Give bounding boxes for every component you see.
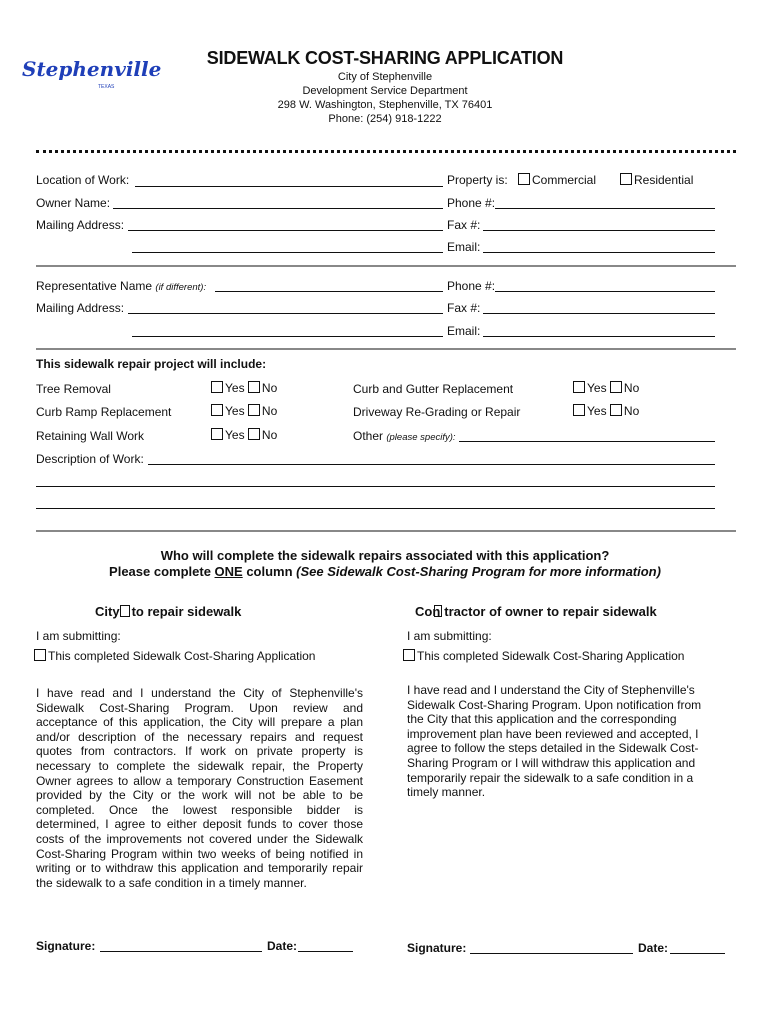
description-label: Description of Work: bbox=[36, 452, 144, 466]
description-field[interactable] bbox=[148, 464, 715, 465]
owner-mailing-label: Mailing Address: bbox=[36, 218, 125, 232]
department-name: Development Service Department bbox=[302, 85, 468, 97]
item-driveway: Driveway Re-Grading or Repair bbox=[353, 405, 521, 419]
checkbox-icon[interactable] bbox=[610, 404, 622, 416]
rep-email-field[interactable] bbox=[483, 336, 715, 337]
commercial-option[interactable]: Commercial bbox=[518, 173, 596, 187]
svg-text:TEXAS: TEXAS bbox=[98, 84, 115, 90]
other-label: Other (please specify): bbox=[353, 429, 456, 443]
section-divider bbox=[36, 530, 736, 532]
owner-phone-field[interactable] bbox=[495, 208, 715, 209]
svg-text:Stephenville: Stephenville bbox=[22, 57, 162, 81]
item-retaining-wall: Retaining Wall Work bbox=[36, 429, 145, 443]
description-field-3[interactable] bbox=[36, 508, 715, 509]
city-agreement-text: I have read and I understand the City of Stephenville's Sidewalk Cost-Sharing Program. Upon review and acceptance of this application, the City will prepare a plan and/or description of the necessary repairs and request quotes from contractors. If work on private property is necessary to complete the sidewalk repair, the Property Owner agrees to allow a temporary Construction Easement provided by the City or the work will not be able to be completed. Once the lowest responsible bidder is determined, I agree to either deposit funds to cover those costs of the improvements not covered under the Sidewalk Cost-Sharing Program within two weeks of being notified in writing or to withdraw this application and temporarily repair the sidewalk to a safe condition in a timely manner. bbox=[36, 686, 363, 890]
rep-phone-label: Phone #: bbox=[447, 279, 496, 293]
retaining-wall-options[interactable]: Yes No bbox=[211, 428, 277, 442]
contractor-date-label: Date: bbox=[638, 941, 669, 955]
owner-phone-label: Phone #: bbox=[447, 196, 496, 210]
city-signature-label: Signature: bbox=[36, 939, 96, 953]
description-field-2[interactable] bbox=[36, 486, 715, 487]
property-label: Property is: bbox=[447, 173, 508, 187]
checkbox-icon[interactable] bbox=[34, 649, 46, 661]
checkbox-icon[interactable] bbox=[620, 173, 632, 185]
rep-fax-label: Fax #: bbox=[447, 301, 481, 315]
location-label: Location of Work: bbox=[36, 173, 130, 187]
who-instruction: Please complete ONE column (See Sidewalk Cost-Sharing Program for more information) bbox=[109, 564, 661, 579]
rep-email-label: Email: bbox=[447, 324, 481, 338]
checkbox-icon[interactable] bbox=[573, 404, 585, 416]
city-name: City of Stephenville bbox=[337, 71, 433, 83]
owner-name-label: Owner Name: bbox=[36, 196, 111, 210]
owner-name-field[interactable] bbox=[113, 208, 443, 209]
section-divider bbox=[36, 265, 736, 267]
rep-phone-field[interactable] bbox=[495, 291, 715, 292]
city-column-heading: City to repair sidewalk bbox=[95, 604, 242, 619]
contractor-date-field[interactable] bbox=[670, 953, 725, 954]
header-divider bbox=[36, 150, 736, 153]
item-curb-ramp: Curb Ramp Replacement bbox=[36, 405, 172, 419]
checkbox-icon[interactable] bbox=[573, 381, 585, 393]
owner-fax-field[interactable] bbox=[483, 230, 715, 231]
contractor-application-check[interactable]: This completed Sidewalk Cost-Sharing Application bbox=[403, 649, 684, 663]
city-signature-field[interactable] bbox=[100, 951, 262, 952]
tree-removal-options[interactable]: Yes No bbox=[211, 381, 277, 395]
item-tree-removal: Tree Removal bbox=[36, 382, 111, 396]
owner-email-field[interactable] bbox=[483, 252, 715, 253]
checkbox-icon[interactable] bbox=[248, 428, 260, 440]
checkbox-icon[interactable] bbox=[211, 404, 223, 416]
department-phone: Phone: (254) 918-1222 bbox=[328, 113, 442, 125]
location-field[interactable] bbox=[135, 186, 443, 187]
rep-name-field[interactable] bbox=[215, 291, 443, 292]
city-date-label: Date: bbox=[267, 939, 298, 953]
driveway-options[interactable]: Yes No bbox=[573, 404, 639, 418]
contractor-agreement-text: I have read and I understand the City of Stephenville's Sidewalk Cost-Sharing Program. Upon notification from the City that this application and the corresponding improvement plan have been reviewed and accepted, I agree to follow the steps detailed in the Sidewalk Cost-Sharing Program or I will withdraw this application and temporarily repair the sidewalk to a safe condition in a timely manner. bbox=[407, 683, 702, 800]
city-application-check[interactable]: This completed Sidewalk Cost-Sharing Application bbox=[34, 649, 315, 663]
checkbox-icon[interactable] bbox=[610, 381, 622, 393]
owner-email-label: Email: bbox=[447, 240, 481, 254]
checkbox-icon[interactable] bbox=[518, 173, 530, 185]
rep-name-label: Representative Name (if different): bbox=[36, 279, 207, 293]
item-curb-gutter: Curb and Gutter Replacement bbox=[353, 382, 514, 396]
checkbox-icon[interactable] bbox=[211, 381, 223, 393]
other-field[interactable] bbox=[459, 441, 715, 442]
rep-mailing-label: Mailing Address: bbox=[36, 301, 125, 315]
contractor-signature-label: Signature: bbox=[407, 941, 467, 955]
checkbox-icon bbox=[120, 605, 130, 617]
project-heading: This sidewalk repair project will include: bbox=[36, 357, 267, 371]
contractor-column-heading: Con tractor of owner to repair sidewalk bbox=[415, 604, 657, 619]
owner-fax-label: Fax #: bbox=[447, 218, 481, 232]
page-title: SIDEWALK COST-SHARING APPLICATION bbox=[206, 48, 564, 68]
rep-mailing-field[interactable] bbox=[128, 313, 443, 314]
contractor-submitting: I am submitting: bbox=[407, 629, 492, 643]
section-divider bbox=[36, 348, 736, 350]
owner-mailing-field[interactable] bbox=[128, 230, 443, 231]
curb-ramp-options[interactable]: Yes No bbox=[211, 404, 277, 418]
checkbox-icon[interactable] bbox=[211, 428, 223, 440]
checkbox-icon[interactable] bbox=[248, 381, 260, 393]
department-address: 298 W. Washington, Stephenville, TX 76401 bbox=[277, 99, 493, 111]
owner-mailing-field-2[interactable] bbox=[132, 252, 443, 253]
rep-mailing-field-2[interactable] bbox=[132, 336, 443, 337]
checkbox-icon[interactable] bbox=[248, 404, 260, 416]
checkbox-icon[interactable] bbox=[403, 649, 415, 661]
checkbox-icon bbox=[434, 605, 442, 617]
curb-gutter-options[interactable]: Yes No bbox=[573, 381, 639, 395]
city-date-field[interactable] bbox=[298, 951, 353, 952]
contractor-signature-field[interactable] bbox=[470, 953, 633, 954]
city-submitting: I am submitting: bbox=[36, 629, 121, 643]
who-question: Who will complete the sidewalk repairs associated with this application? bbox=[160, 548, 610, 563]
rep-fax-field[interactable] bbox=[483, 313, 715, 314]
residential-option[interactable]: Residential bbox=[620, 173, 693, 187]
